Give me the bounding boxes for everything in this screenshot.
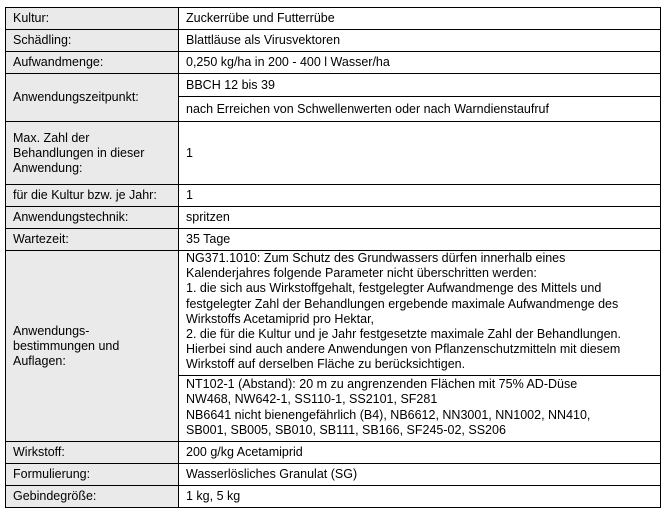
wirkstoff-label: Wirkstoff:: [6, 442, 179, 464]
row-formulierung: [6, 464, 661, 486]
auflage-code-line: SB001, SB005, SB010, SB111, SB166, SF245-02, SS206: [186, 423, 506, 438]
anwendungstechnik-value: spritzen: [179, 207, 661, 229]
formulierung-label: Formulierung:: [6, 464, 179, 486]
product-spec-table: [5, 7, 661, 508]
kultur-jahr-label: für die Kultur bzw. je Jahr:: [6, 185, 179, 207]
max-zahl-label-line: Behandlungen in dieser: [13, 145, 145, 160]
wartezeit-value: 35 Tage: [179, 229, 661, 251]
auflage-line: Hierbei sind auch andere Anwendungen von Pflanzenschutzmitteln mit diesem: [186, 342, 621, 357]
auflage-line: 1. die sich aus Wirkstoffgehalt, festgelegter Aufwandmenge des Mittels und: [186, 281, 602, 296]
anwendungsbestimmungen-label: [6, 251, 179, 442]
anwendungsbestimmungen-label-line: Anwendungs-: [13, 323, 90, 338]
grundwasser-auflage-text: [179, 251, 661, 376]
auflage-line: Kalenderjahres folgende Parameter nicht überschritten werden:: [186, 266, 537, 281]
row-kultur: [6, 8, 661, 30]
max-zahl-value: 1: [179, 122, 661, 185]
kultur-jahr-value: 1: [179, 185, 661, 207]
kultur-label: Kultur:: [6, 8, 179, 30]
auflagen-codes-text: [179, 375, 661, 441]
wartezeit-label: Wartezeit:: [6, 229, 179, 251]
auflage-line: NG371.1010: Zum Schutz des Grundwassers dürfen innerhalb eines: [186, 251, 566, 265]
auflage-code-line: NT102-1 (Abstand): 20 m zu angrenzenden Flächen mit 75% AD-Düse: [186, 376, 578, 391]
aufwandmenge-label: Aufwandmenge:: [6, 52, 179, 74]
aufwandmenge-value: 0,250 kg/ha in 200 - 400 l Wasser/ha: [179, 52, 661, 74]
row-kultur-jahr: [6, 185, 661, 207]
kultur-value: Zuckerrübe und Futterrübe: [179, 8, 661, 30]
row-wartezeit: [6, 229, 661, 251]
auflage-line: Wirkstoff auf derselben Fläche zu berücksichtigen.: [186, 357, 466, 372]
wirkstoff-value: 200 g/kg Acetamiprid: [179, 442, 661, 464]
schaedling-label: Schädling:: [6, 30, 179, 52]
row-anwendungszeitpunkt: [6, 74, 661, 97]
max-zahl-label: [6, 122, 179, 185]
anwendungszeitpunkt-value-bbch: BBCH 12 bis 39: [179, 74, 661, 97]
auflage-line: festgelegter Zahl der Behandlungen ergebende maximale Aufwandmenge des: [186, 296, 619, 311]
anwendungsbestimmungen-label-line: Auflagen:: [13, 353, 66, 368]
anwendungstechnik-label: Anwendungstechnik:: [6, 207, 179, 229]
auflage-line: Wirkstoffs Acetamiprid pro Hektar,: [186, 311, 375, 326]
row-wirkstoff: [6, 442, 661, 464]
anwendungszeitpunkt-label: Anwendungszeitpunkt:: [6, 74, 179, 122]
gebindegroesse-value: 1 kg, 5 kg: [179, 486, 661, 508]
max-zahl-label-line: Anwendung:: [13, 160, 83, 175]
auflage-code-line: NB6641 nicht bienengefährlich (B4), NB6612, NN3001, NN1002, NN410,: [186, 407, 591, 422]
row-aufwandmenge: [6, 52, 661, 74]
auflage-line: 2. die für die Kultur und je Jahr festgesetzte maximale Zahl der Behandlungen.: [186, 327, 621, 342]
row-max-zahl: [6, 122, 661, 185]
anwendungszeitpunkt-value-warndienst: nach Erreichen von Schwellenwerten oder nach Warndienstaufruf: [179, 97, 661, 122]
schaedling-value: Blattläuse als Virusvektoren: [179, 30, 661, 52]
auflage-code-line: NW468, NW642-1, SS110-1, SS2101, SF281: [186, 392, 438, 407]
row-schaedling: [6, 30, 661, 52]
row-gebindegroesse: [6, 486, 661, 508]
gebindegroesse-label: Gebindegröße:: [6, 486, 179, 508]
max-zahl-label-line: Max. Zahl der: [13, 130, 90, 145]
row-anwendungstechnik: [6, 207, 661, 229]
formulierung-value: Wasserlösliches Granulat (SG): [179, 464, 661, 486]
anwendungsbestimmungen-label-line: bestimmungen und: [13, 338, 120, 353]
row-anwendungsbestimmungen: [6, 251, 661, 376]
